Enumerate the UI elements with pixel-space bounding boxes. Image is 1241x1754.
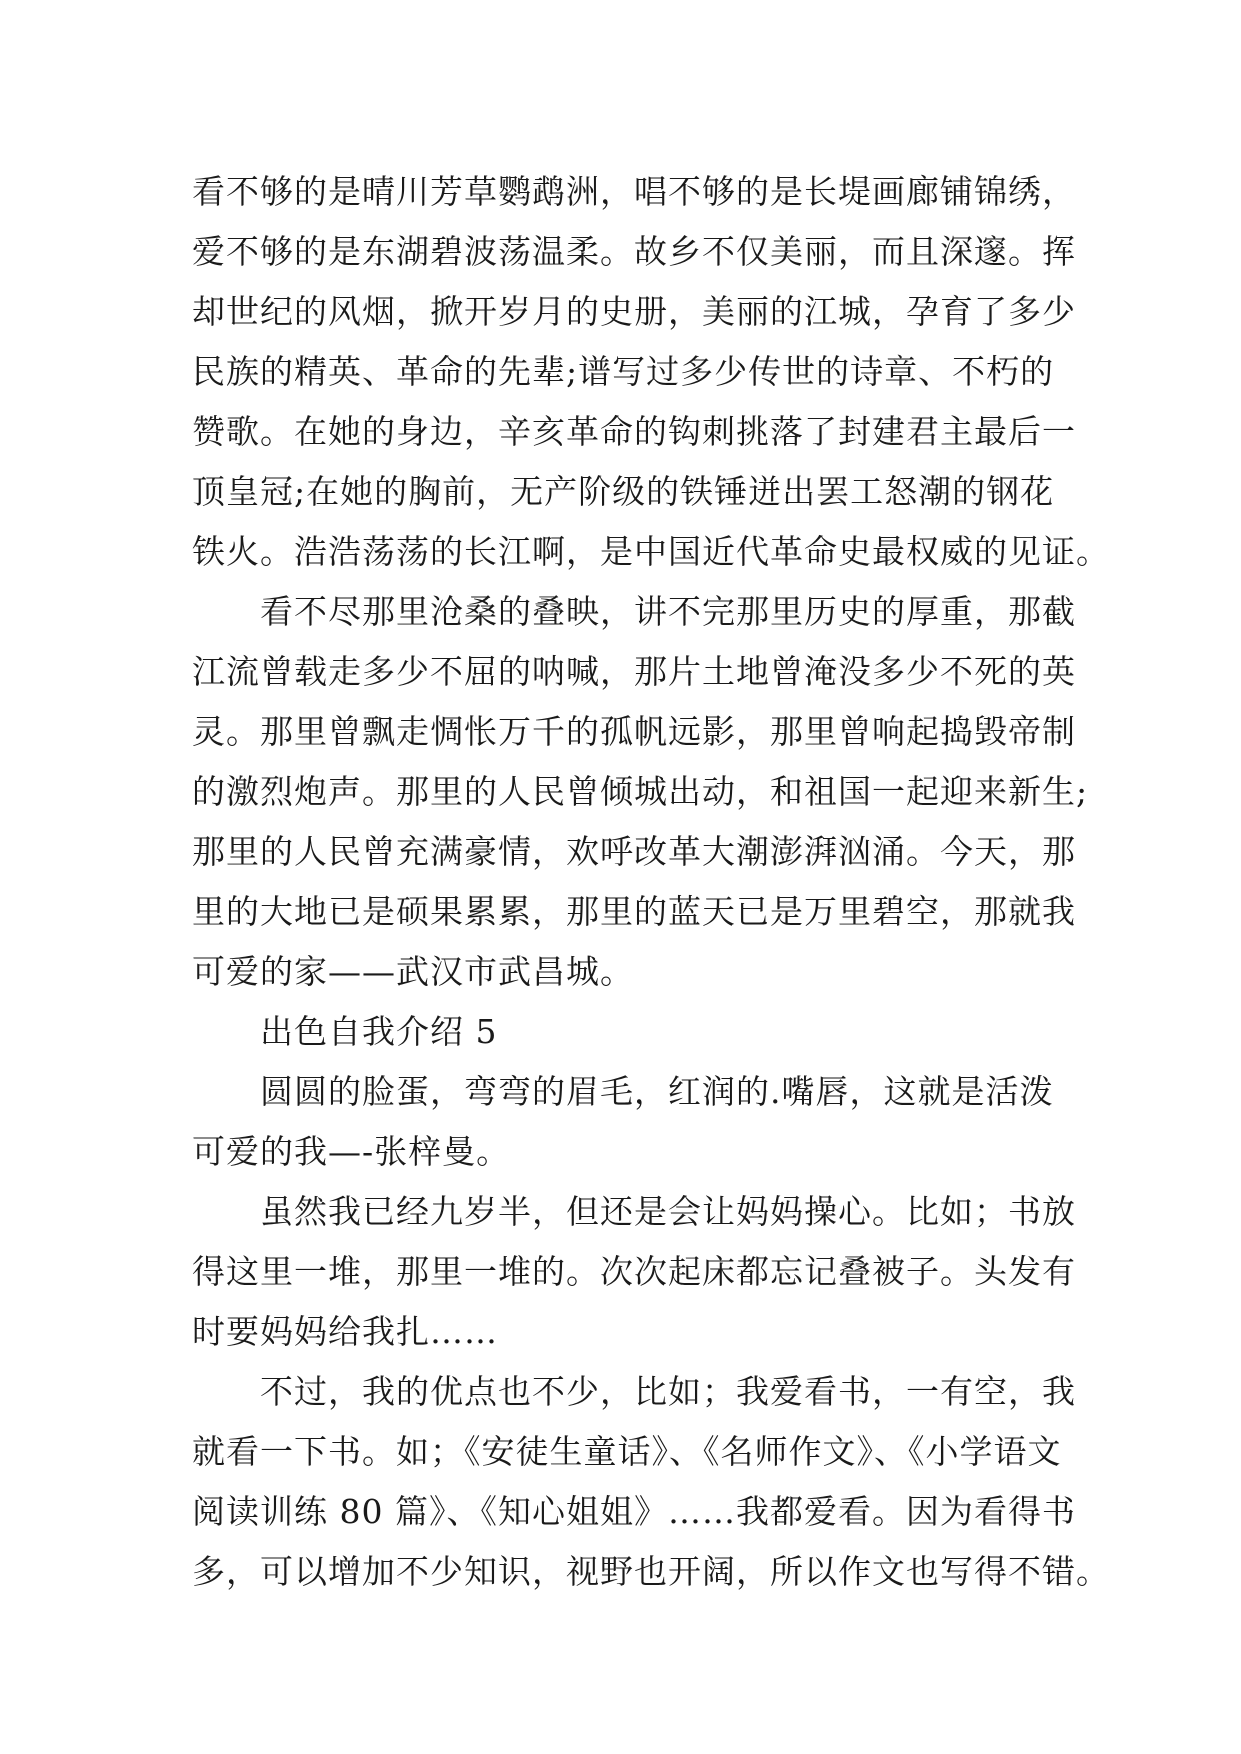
text-line: 爱不够的是东湖碧波荡温柔。故乡不仅美丽，而且深邃。挥	[192, 232, 1076, 271]
text-line: 得这里一堆，那里一堆的。次次起床都忘记叠被子。头发有	[192, 1252, 1076, 1291]
text-line: 里的大地已是硕果累累，那里的蓝天已是万里碧空，那就我	[192, 892, 1076, 931]
text-line: 虽然我已经九岁半，但还是会让妈妈操心。比如；书放	[260, 1192, 1076, 1231]
text-line: 那里的人民曾充满豪情，欢呼改革大潮澎湃汹涌。今天，那	[192, 832, 1076, 871]
text-line: 不过，我的优点也不少，比如；我爱看书，一有空，我	[260, 1372, 1076, 1411]
text-line: 铁火。浩浩荡荡的长江啊，是中国近代革命史最权威的见证。	[192, 532, 1110, 571]
text-line: 赞歌。在她的身边，辛亥革命的钩刺挑落了封建君主最后一	[192, 412, 1076, 451]
text-line: 江流曾载走多少不屈的呐喊，那片土地曾淹没多少不死的英	[192, 652, 1076, 691]
document-body	[192, 162, 1110, 1602]
paragraph-history	[192, 582, 1089, 1002]
text-line: 可爱的家——武汉市武昌城。	[192, 952, 634, 991]
text-line: 顶皇冠;在她的胸前，无产阶级的铁锤迸出罢工怒潮的钢花	[192, 472, 1055, 511]
section-heading	[192, 1002, 1072, 1062]
text-line: 可爱的我—-张梓曼。	[192, 1132, 511, 1171]
paragraph-wuhan-intro	[192, 162, 1110, 582]
text-line: 就看一下书。如；《安徒生童话》、《名师作文》、《小学语文	[192, 1432, 1062, 1471]
text-line: 多，可以增加不少知识，视野也开阔，所以作文也写得不错。	[192, 1552, 1110, 1591]
paragraph-strengths	[192, 1362, 1110, 1602]
text-line: 看不尽那里沧桑的叠映，讲不完那里历史的厚重，那截	[260, 592, 1076, 631]
text-line: 却世纪的风烟，掀开岁月的史册，美丽的江城，孕育了多少	[192, 292, 1076, 331]
text-line: 阅读训练 80 篇》、《知心姐姐》……我都爱看。因为看得书	[192, 1492, 1076, 1531]
text-line: 看不够的是晴川芳草鹦鹉洲，唱不够的是长堤画廊铺锦绣，	[192, 172, 1076, 211]
text-line: 圆圆的脸蛋，弯弯的眉毛，红润的.嘴唇，这就是活泼	[260, 1072, 1054, 1111]
paragraph-appearance	[192, 1062, 1072, 1182]
text-line: 时要妈妈给我扎……	[192, 1312, 498, 1351]
text-line: 民族的精英、革命的先辈;谱写过多少传世的诗章、不朽的	[192, 352, 1055, 391]
text-line: 的激烈炮声。那里的人民曾倾城出动，和祖国一起迎来新生;	[192, 772, 1089, 811]
text-line: 灵。那里曾飘走惆怅万千的孤帆远影，那里曾响起捣毁帝制	[192, 712, 1076, 751]
section-title: 出色自我介绍 5	[260, 1012, 498, 1051]
paragraph-shortcomings	[192, 1182, 1076, 1362]
